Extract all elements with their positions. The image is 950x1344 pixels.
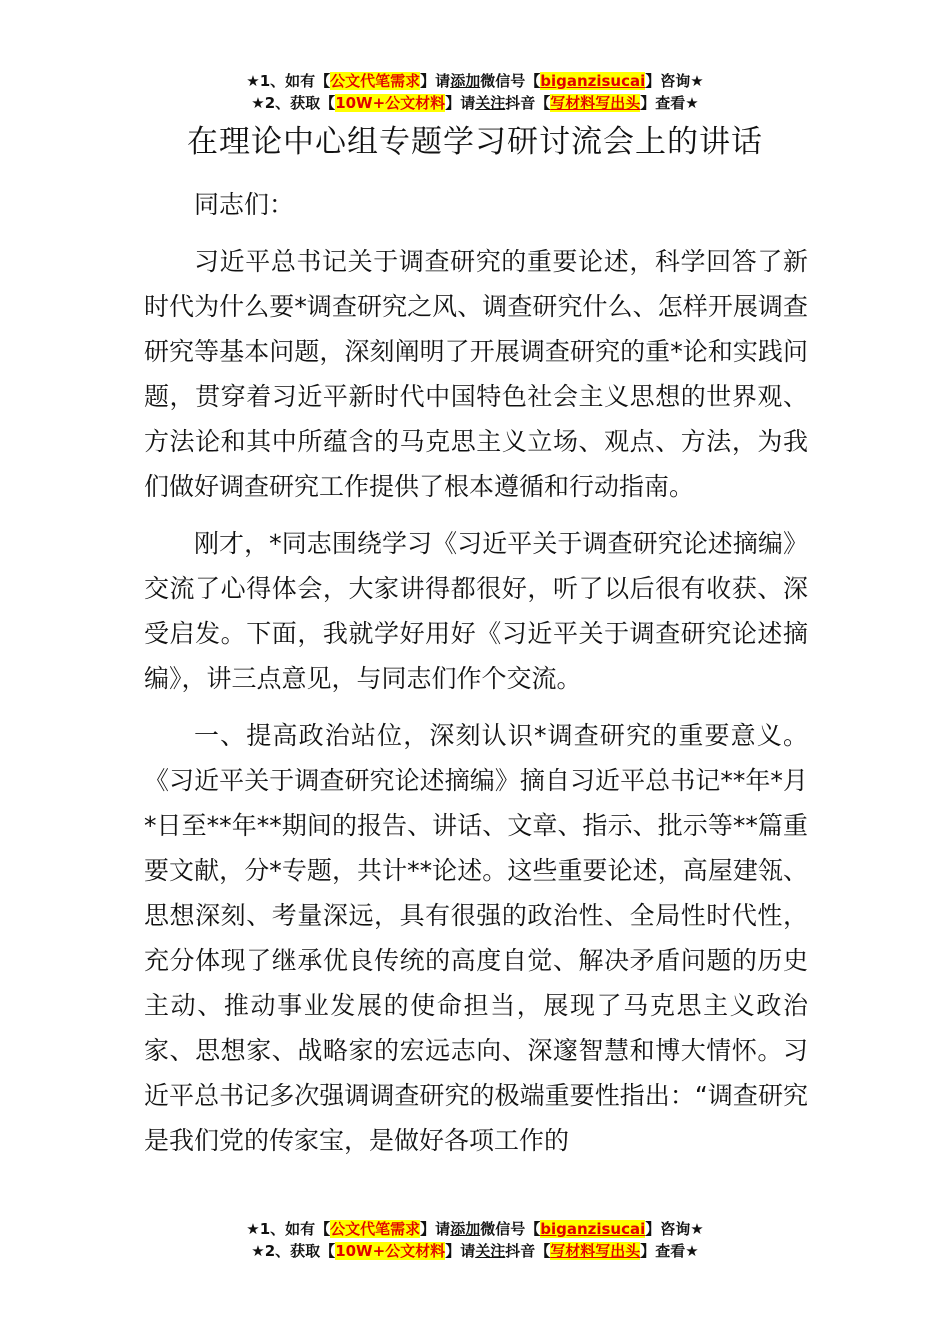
promo-text: ★2、获取【 xyxy=(251,1242,336,1260)
promo-text: 】请 xyxy=(445,94,476,112)
promo-text: 】咨询★ xyxy=(645,72,704,90)
underlined-text: 添加 xyxy=(450,1220,481,1238)
promo-text: ★2、获取【 xyxy=(251,94,336,112)
highlight-text: 公文代笔需求 xyxy=(330,1220,421,1238)
promo-text: ★1、如有【 xyxy=(246,72,331,90)
promo-text: 】咨询★ xyxy=(645,1220,704,1238)
promo-text: 】请 xyxy=(420,72,451,90)
promo-text: 】请 xyxy=(445,1242,476,1260)
document-body xyxy=(144,182,808,1163)
promo-banner-top xyxy=(0,70,950,114)
promo-text: 抖音【 xyxy=(505,94,551,112)
promo-text: ★1、如有【 xyxy=(246,1220,331,1238)
promo-line-2 xyxy=(0,92,950,114)
paragraph: 一、提高政治站位，深刻认识*调查研究的重要意义。《习近平关于调查研究论述摘编》摘自习近平总书记**年*月*日至**年**期间的报告、讲话、文章、指示、批示等**篇重要文献，分*专题，共计**论述。这些重要论述，高屋建瓴、思想深刻、考量深远，具有很强的政治性、全局性时代性，充分体现了继承优良传统的高度自觉、解决矛盾问题的历史主动、推动事业发展的使命担当，展现了马克思主义政治家、思想家、战略家的宏远志向、深邃智慧和博大情怀。习近平总书记多次强调调查研究的极端重要性指出：“调查研究是我们党的传家宝，是做好各项工作的 xyxy=(144,721,808,1155)
promo-line-2 xyxy=(0,1240,950,1262)
highlight-text: 10W+公文材料 xyxy=(335,94,446,112)
underlined-text: 添加 xyxy=(450,72,481,90)
wechat-id: biganzisucai xyxy=(540,72,646,90)
greeting: 同志们： xyxy=(194,190,295,219)
douyin-account: 写材料写出头 xyxy=(550,94,641,112)
highlight-text: 公文代笔需求 xyxy=(330,72,421,90)
underlined-text: 关注 xyxy=(475,94,506,112)
paragraph: 刚才，*同志围绕学习《习近平关于调查研究论述摘编》交流了心得体会，大家讲得都很好，听了以后很有收获、深受启发。下面，我就学好用好《习近平关于调查研究论述摘编》，讲三点意见，与同志们作个交流。 xyxy=(144,529,808,693)
wechat-id: biganzisucai xyxy=(540,1220,646,1238)
douyin-account: 写材料写出头 xyxy=(550,1242,641,1260)
promo-text: 】查看★ xyxy=(640,1242,699,1260)
promo-text: 】查看★ xyxy=(640,94,699,112)
promo-text: 微信号【 xyxy=(480,1220,541,1238)
underlined-text: 关注 xyxy=(475,1242,506,1260)
promo-line-1 xyxy=(0,70,950,92)
document-title: 在理论中心组专题学习研讨流会上的讲话 xyxy=(187,124,763,160)
promo-text: 微信号【 xyxy=(480,72,541,90)
promo-text: 】请 xyxy=(420,1220,451,1238)
promo-text: 抖音【 xyxy=(505,1242,551,1260)
highlight-text: 10W+公文材料 xyxy=(335,1242,446,1260)
paragraph: 习近平总书记关于调查研究的重要论述，科学回答了新时代为什么要*调查研究之风、调查研究什么、怎样开展调查研究等基本问题，深刻阐明了开展调查研究的重*论和实践问题，贯穿着习近平新时代中国特色社会主义思想的世界观、方法论和其中所蕴含的马克思主义立场、观点、方法，为我们做好调查研究工作提供了根本遵循和行动指南。 xyxy=(144,247,808,501)
promo-line-1 xyxy=(0,1218,950,1240)
promo-banner-bottom xyxy=(0,1218,950,1262)
